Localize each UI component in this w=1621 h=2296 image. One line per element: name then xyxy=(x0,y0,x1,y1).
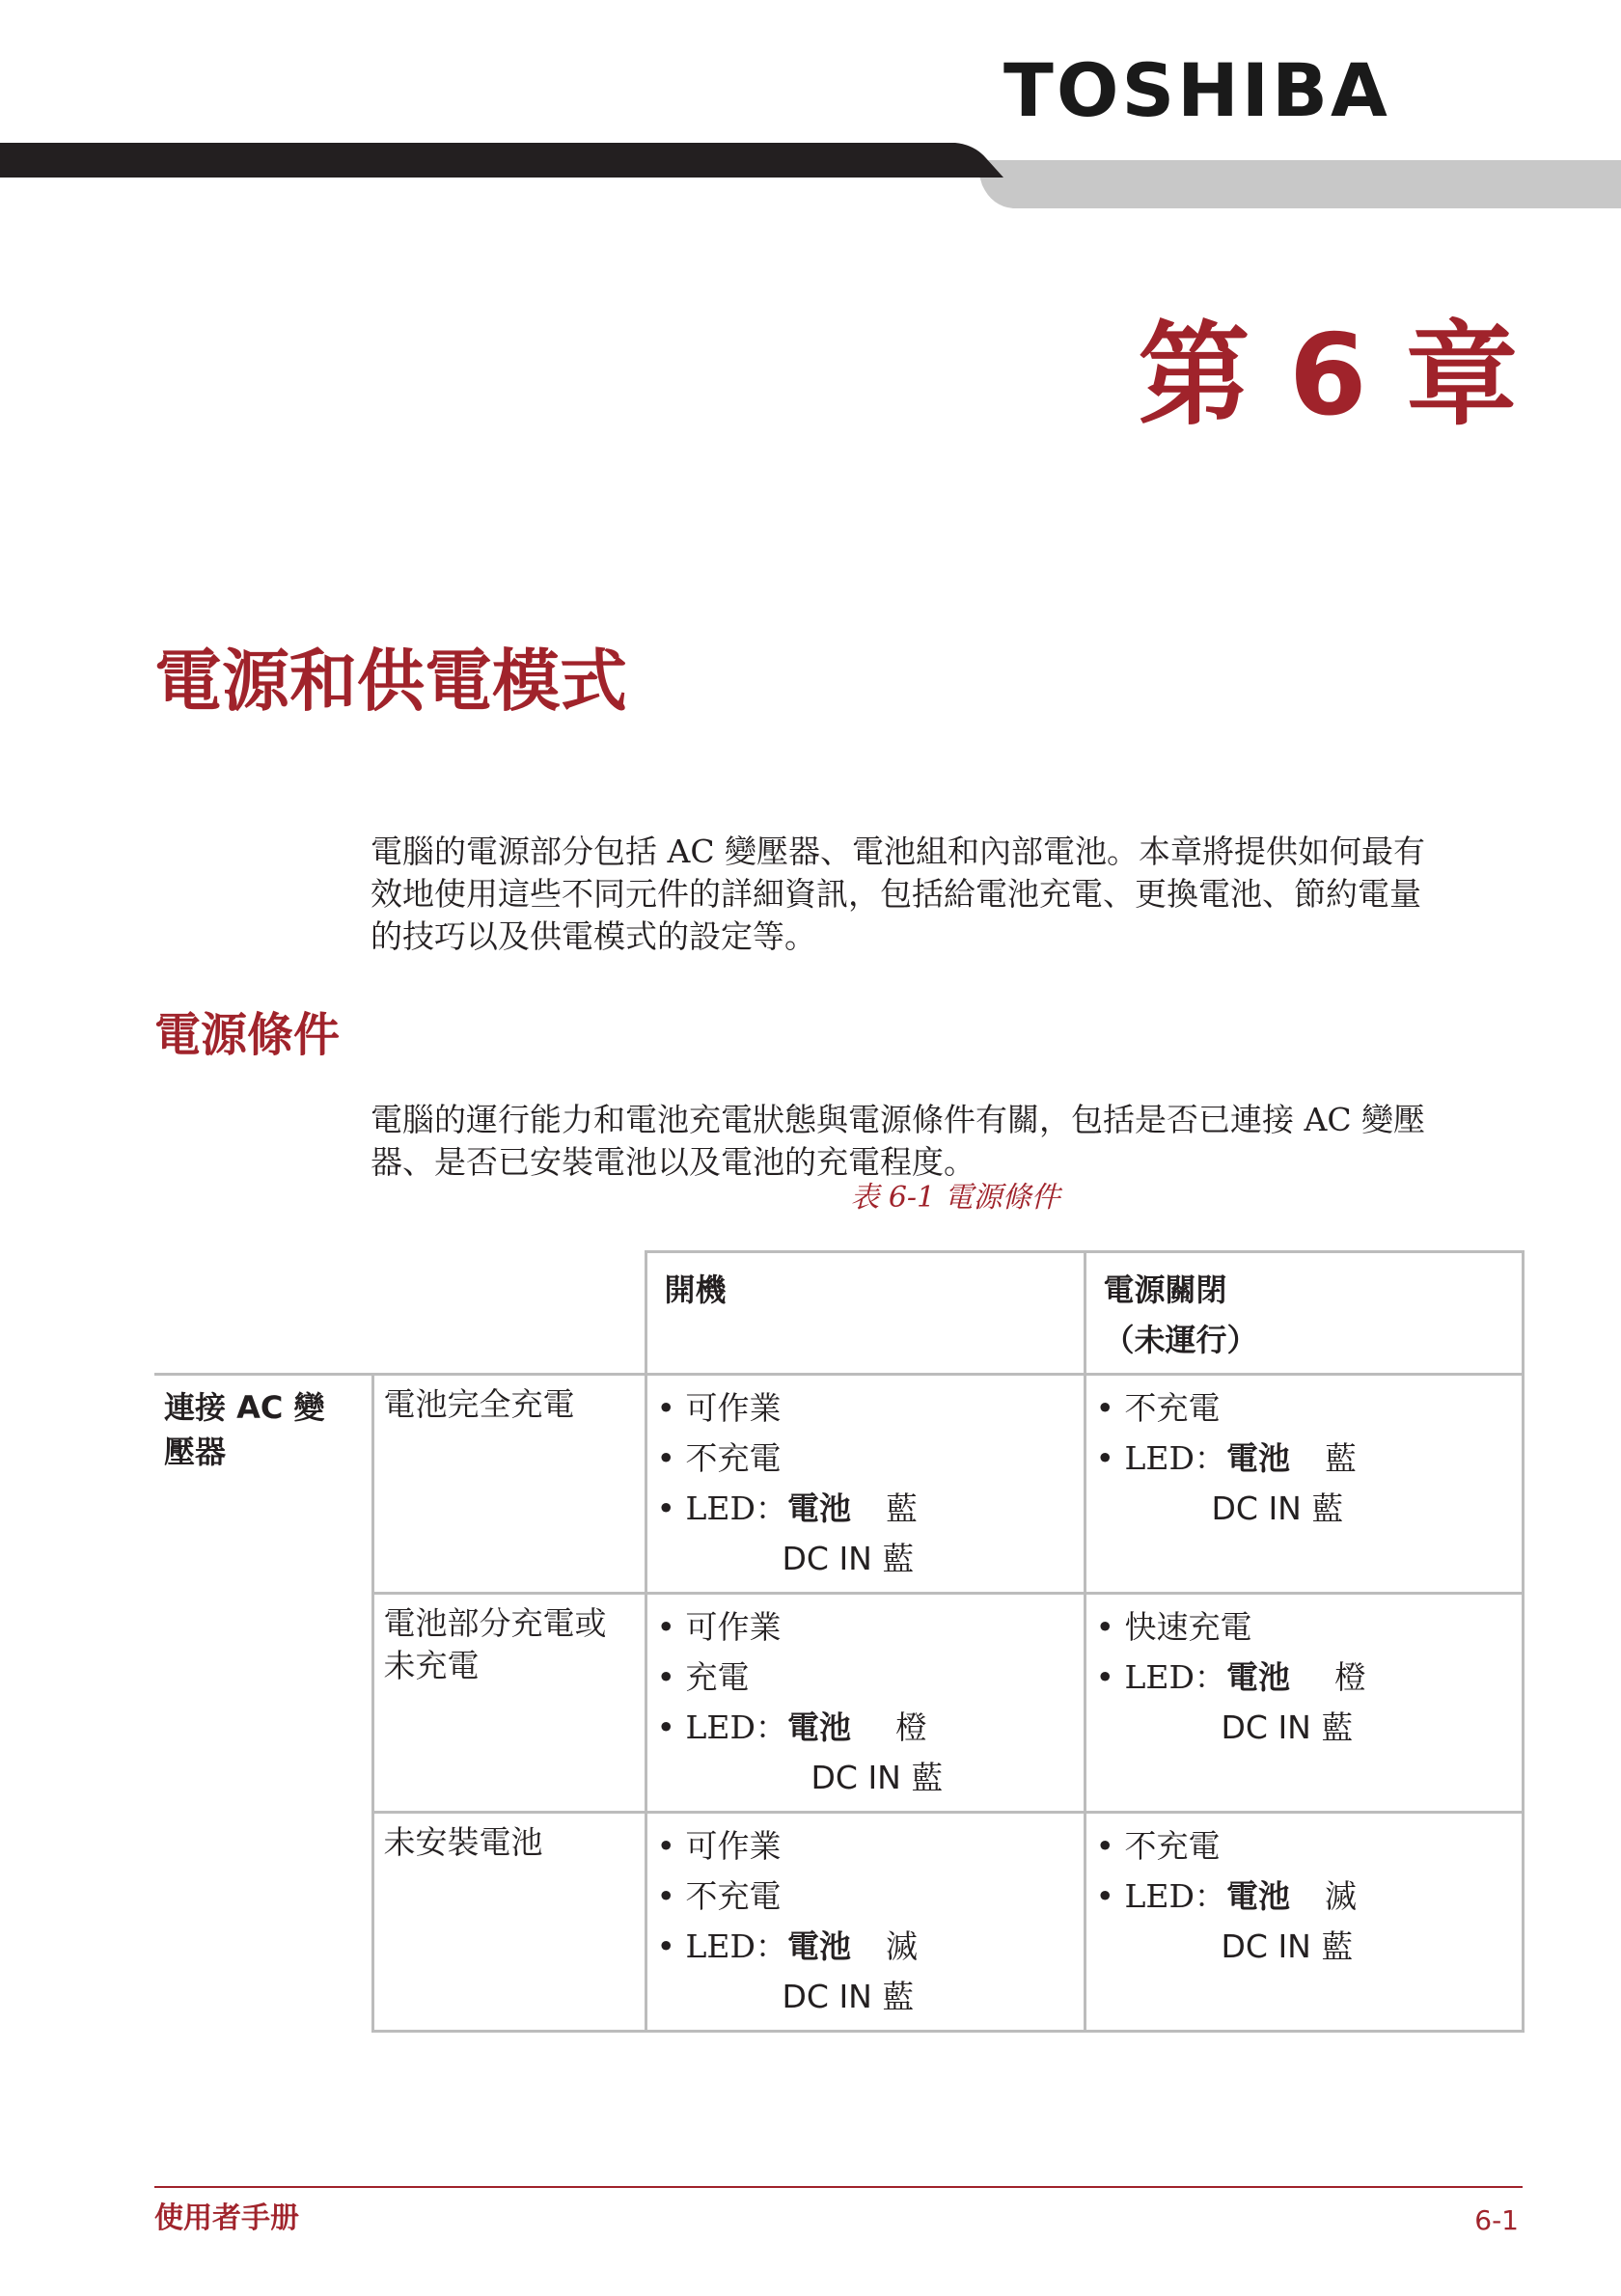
dcin-led-state: 藍 xyxy=(882,1978,915,2015)
header-power-off-note: （未運行） xyxy=(1103,1322,1258,1358)
intro-line: 效地使用這些不同元件的詳細資訊，包括給電池充電、更換電池、節約電量 xyxy=(371,875,1421,913)
condition-cell: 電池部分充電或 未充電 xyxy=(372,1594,646,1813)
header-power-on: 開機 xyxy=(646,1252,1085,1375)
battery-led-state: 橙 xyxy=(1333,1658,1366,1696)
battery-led-state: 橙 xyxy=(894,1708,927,1746)
dcin-led-state: 藍 xyxy=(882,1540,915,1577)
dcin-led-state: 藍 xyxy=(1321,1927,1354,1965)
intro-line: 電腦的電源部分包括 AC 變壓器、電池組和內部電池。本章將提供如何最有 xyxy=(371,833,1426,870)
footer-page-number: 6-1 xyxy=(1474,2204,1519,2236)
brand-logo: TOSHIBA xyxy=(1003,47,1390,133)
intro-line: 的技巧以及供電模式的設定等。 xyxy=(371,917,816,955)
header-power-off-label: 電源關閉 xyxy=(1103,1271,1227,1308)
header-bar-light xyxy=(975,160,1621,208)
power-off-cell: • 快速充電 • LED：電池 橙 DC IN 藍 xyxy=(1085,1594,1523,1813)
group-label-ac-adapter: 連接 AC 變 壓器 xyxy=(154,1375,372,2032)
footer-manual-title: 使用者手册 xyxy=(154,2201,299,2235)
power-conditions-table xyxy=(154,1250,1525,2033)
section-line: 器、是否已安裝電池以及電池的充電程度。 xyxy=(371,1143,975,1181)
dcin-led-state: 藍 xyxy=(911,1759,944,1796)
chapter-number: 第 6 章 xyxy=(1138,311,1518,441)
intro-paragraph xyxy=(371,831,1525,958)
section-heading: 電源條件 xyxy=(154,1008,341,1062)
page-title: 電源和供電模式 xyxy=(154,642,627,721)
table-caption: 表 6-1 電源條件 xyxy=(850,1181,1060,1215)
section-line: 電腦的運行能力和電池充電狀態與電源條件有關，包括是否已連接 AC 變壓 xyxy=(371,1101,1426,1138)
footer-rule xyxy=(154,2186,1523,2188)
power-on-cell: • 可作業 • 充電 • LED：電池 橙 DC IN 藍 xyxy=(646,1594,1085,1813)
power-off-cell: • 不充電 • LED：電池 滅 DC IN 藍 xyxy=(1085,1813,1523,2032)
table-row xyxy=(154,1375,1523,1594)
power-on-cell: • 可作業 • 不充電 • LED：電池 藍 DC IN 藍 xyxy=(646,1375,1085,1594)
battery-led-state: 滅 xyxy=(885,1927,918,1965)
header-bar xyxy=(0,143,1621,212)
dcin-led-state: 藍 xyxy=(1321,1708,1354,1746)
dcin-led-state: 藍 xyxy=(1311,1490,1344,1527)
header-bar-dark xyxy=(0,143,1003,178)
power-on-cell: • 可作業 • 不充電 • LED：電池 滅 DC IN 藍 xyxy=(646,1813,1085,2032)
section-paragraph xyxy=(371,1099,1525,1184)
header-power-off xyxy=(1085,1252,1523,1375)
table-header-row xyxy=(154,1252,1523,1375)
condition-cell: 未安裝電池 xyxy=(372,1813,646,2032)
power-off-cell: • 不充電 • LED：電池 藍 DC IN 藍 xyxy=(1085,1375,1523,1594)
battery-led-state: 滅 xyxy=(1324,1877,1357,1915)
condition-cell: 電池完全充電 xyxy=(372,1375,646,1594)
battery-led-state: 藍 xyxy=(1324,1439,1357,1477)
battery-led-state: 藍 xyxy=(885,1490,918,1527)
